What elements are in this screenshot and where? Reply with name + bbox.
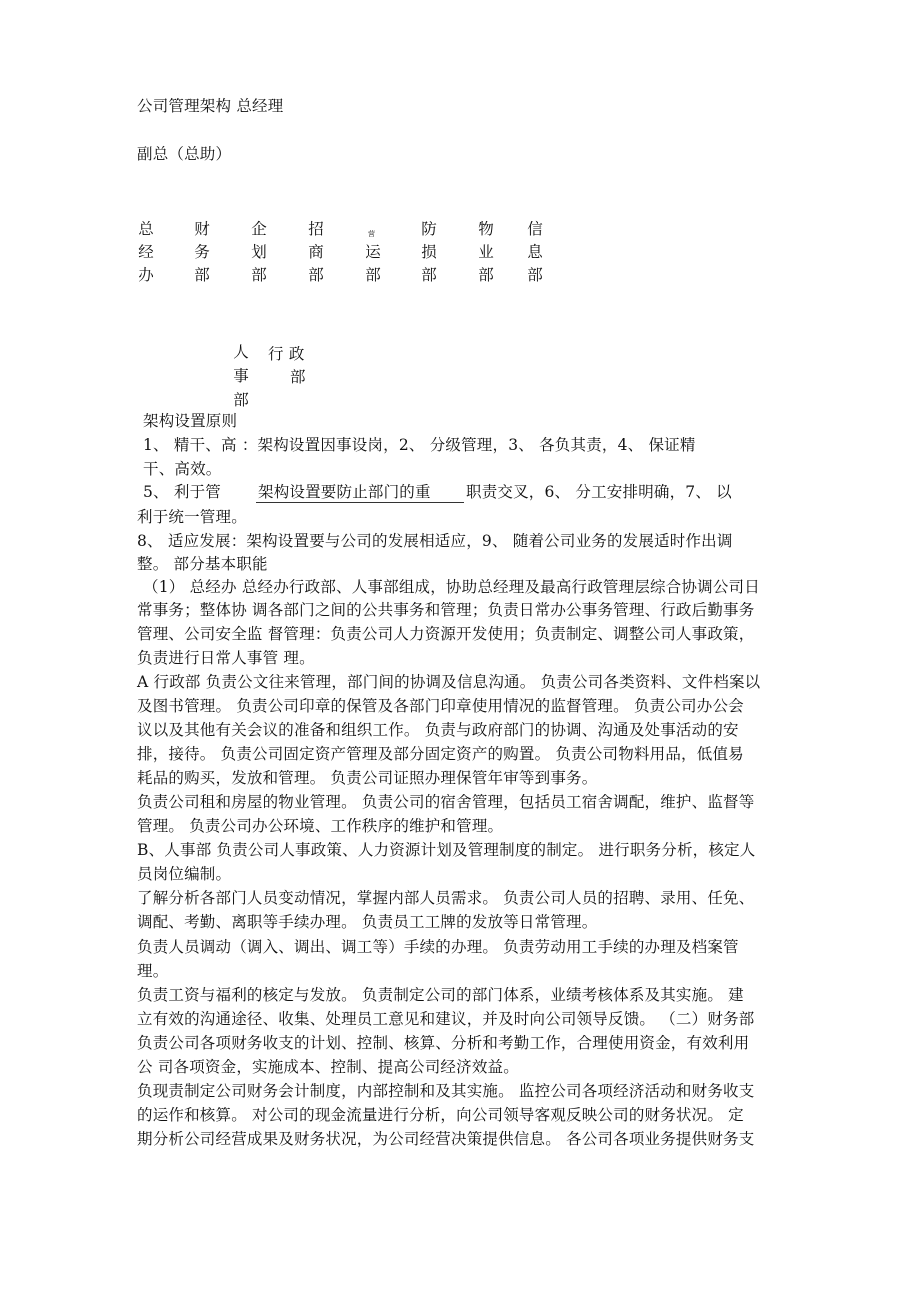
department-loss-prevention [419, 218, 439, 287]
department-char: 总 [138, 220, 154, 238]
department-char: 部 [308, 266, 324, 284]
principles-line: 整。 部分基本职能 [137, 555, 268, 573]
department-char: 事 [233, 367, 249, 385]
department-char: 划 [251, 243, 267, 261]
department-property [476, 218, 496, 287]
department-general-office [136, 218, 156, 287]
body-line: A 行政部 负责公文往来管理，部门间的协调及信息沟通。 负责公司各类资料、文件档案以 [137, 673, 761, 691]
principles-line: 8、 适应发展：架构设置要与公司的发展相适应，9、 随着公司业务的发展适时作出调 [137, 532, 733, 550]
principles-line: 5、 利于管 [143, 483, 221, 501]
department-char: 业 [478, 243, 494, 261]
department-char: 部 [233, 391, 249, 409]
body-line: （1） 总经办 总经办行政部、人事部组成，协助总经理及最高行政管理层综合协调公司日 [143, 578, 760, 596]
department-char: 运 [365, 243, 381, 261]
principles-line: 1、 精干、高 ：架构设置因事设岗，2、 分级管理，3、 各负其责，4、 保证精 [143, 436, 696, 454]
body-line: 公 司各项资金，实施成本、控制、提高公司经济效益。 [137, 1058, 519, 1076]
department-char: 物 [478, 220, 494, 238]
department-char: 经 [138, 243, 154, 261]
body-line: 耗品的购买，发放和管理。 负责公司证照办理保管年审等到事务。 [137, 769, 598, 787]
department-char: 部 [194, 266, 210, 284]
body-line: 负责人员调动（调入、调出、调工等）手续的办理。 负责劳动用工手续的办理及档案管 [137, 938, 739, 956]
principles-line: 干、高效。 [143, 460, 222, 478]
sub-department-admin-row1: 行 政 [268, 345, 305, 363]
department-char: 部 [527, 266, 543, 284]
body-line: 理。 [137, 962, 169, 980]
department-char: 财 [194, 220, 210, 238]
department-char: 人 [233, 343, 249, 361]
body-line: 议以及其他有关会议的准备和组织工作。 负责与政府部门的协调、沟通及处事活动的安 [137, 721, 739, 739]
department-char: 部 [365, 266, 381, 284]
sub-department-hr [231, 340, 251, 412]
body-line: 的运作和核算。 对公司的现金流量进行分析，向公司领导客观反映公司的财务状况。 定 [137, 1106, 744, 1124]
body-line: 了解分析各部门人员变动情况，掌握内部人员需求。 负责公司人员的招聘、录用、任免、 [137, 889, 755, 907]
department-char: 防 [421, 220, 437, 238]
body-line: B、人事部 负责公司人事政策、人力资源计划及管理制度的制定。 进行职务分析，核定人 [137, 841, 756, 859]
department-information [525, 218, 545, 287]
department-char: 部 [421, 266, 437, 284]
department-operations-small-char: 营 [368, 230, 375, 238]
department-char: 息 [527, 243, 543, 261]
body-line: 负责公司各项财务收支的计划、控制、核算、分析和考勤工作，合理使用资金，有效利用 [137, 1034, 750, 1052]
principles-heading: 架构设置原则 [143, 412, 238, 430]
department-planning [249, 218, 269, 287]
department-char: 办 [138, 266, 154, 284]
department-char: 企 [251, 220, 267, 238]
body-line: 常事务；整体协 调各部门之间的公共事务和管理；负责日常办公事务管理、行政后勤事务 [137, 601, 755, 619]
body-line: 负责公司租和房屋的物业管理。 负责公司的宿舍管理，包括员工宿舍调配，维护、监督等 [137, 793, 755, 811]
department-char: 部 [478, 266, 494, 284]
body-line: 期分析公司经营成果及财务状况，为公司经营决策提供信息。 各公司各项业务提供财务支 [137, 1130, 755, 1148]
department-finance [192, 218, 212, 287]
department-operations [363, 218, 383, 287]
department-char: 务 [194, 243, 210, 261]
sub-department-admin-row2: 部 [290, 368, 306, 386]
body-line: 员岗位编制。 [137, 865, 232, 883]
body-line: 管理。 负责公司办公环境、工作秩序的维护和管理。 [137, 817, 504, 835]
body-line: 负现责制定公司财务会计制度，内部控制和及其实施。 监控公司各项经济活动和财务收支 [137, 1082, 755, 1100]
document-title: 公司管理架构 总经理 [137, 97, 284, 115]
underline-divider [256, 502, 464, 503]
principles-line: 职责交叉，6、 分工安排明确，7、 以 [466, 483, 732, 501]
department-char: 信 [527, 220, 543, 238]
department-char: 招 [308, 220, 324, 238]
department-investment [306, 218, 326, 287]
department-char: 损 [421, 243, 437, 261]
body-line: 立有效的沟通途径、收集、处理员工意见和建议，并及时向公司领导反馈。 （二）财务部 [137, 1010, 755, 1028]
department-char: 部 [251, 266, 267, 284]
principles-line-boxed: 架构设置要防止部门的重 [258, 483, 431, 501]
body-line: 调配、考勤、离职等手续办理。 负责员工工牌的发放等日常管理。 [137, 913, 598, 931]
principles-line: 利于统一管理。 [137, 508, 247, 526]
body-line: 负责工资与福利的核定与发放。 负责制定公司的部门体系，业绩考核体系及其实施。 建 [137, 986, 744, 1004]
department-char: 商 [308, 243, 324, 261]
vice-general-manager-line: 副总（总助） [137, 145, 232, 163]
body-line: 负责进行日常人事管 理。 [137, 649, 315, 667]
body-line: 管理、公司安全监 督管理：负责公司人力资源开发使用；负责制定、调整公司人事政策， [137, 625, 755, 643]
body-line: 排，接待。 负责公司固定资产管理及部分固定资产的购置。 负责公司物料用品，低值易 [137, 745, 744, 763]
body-line: 及图书管理。 负责公司印章的保管及各部门印章使用情况的监督管理。 负责公司办公会 [137, 697, 744, 715]
